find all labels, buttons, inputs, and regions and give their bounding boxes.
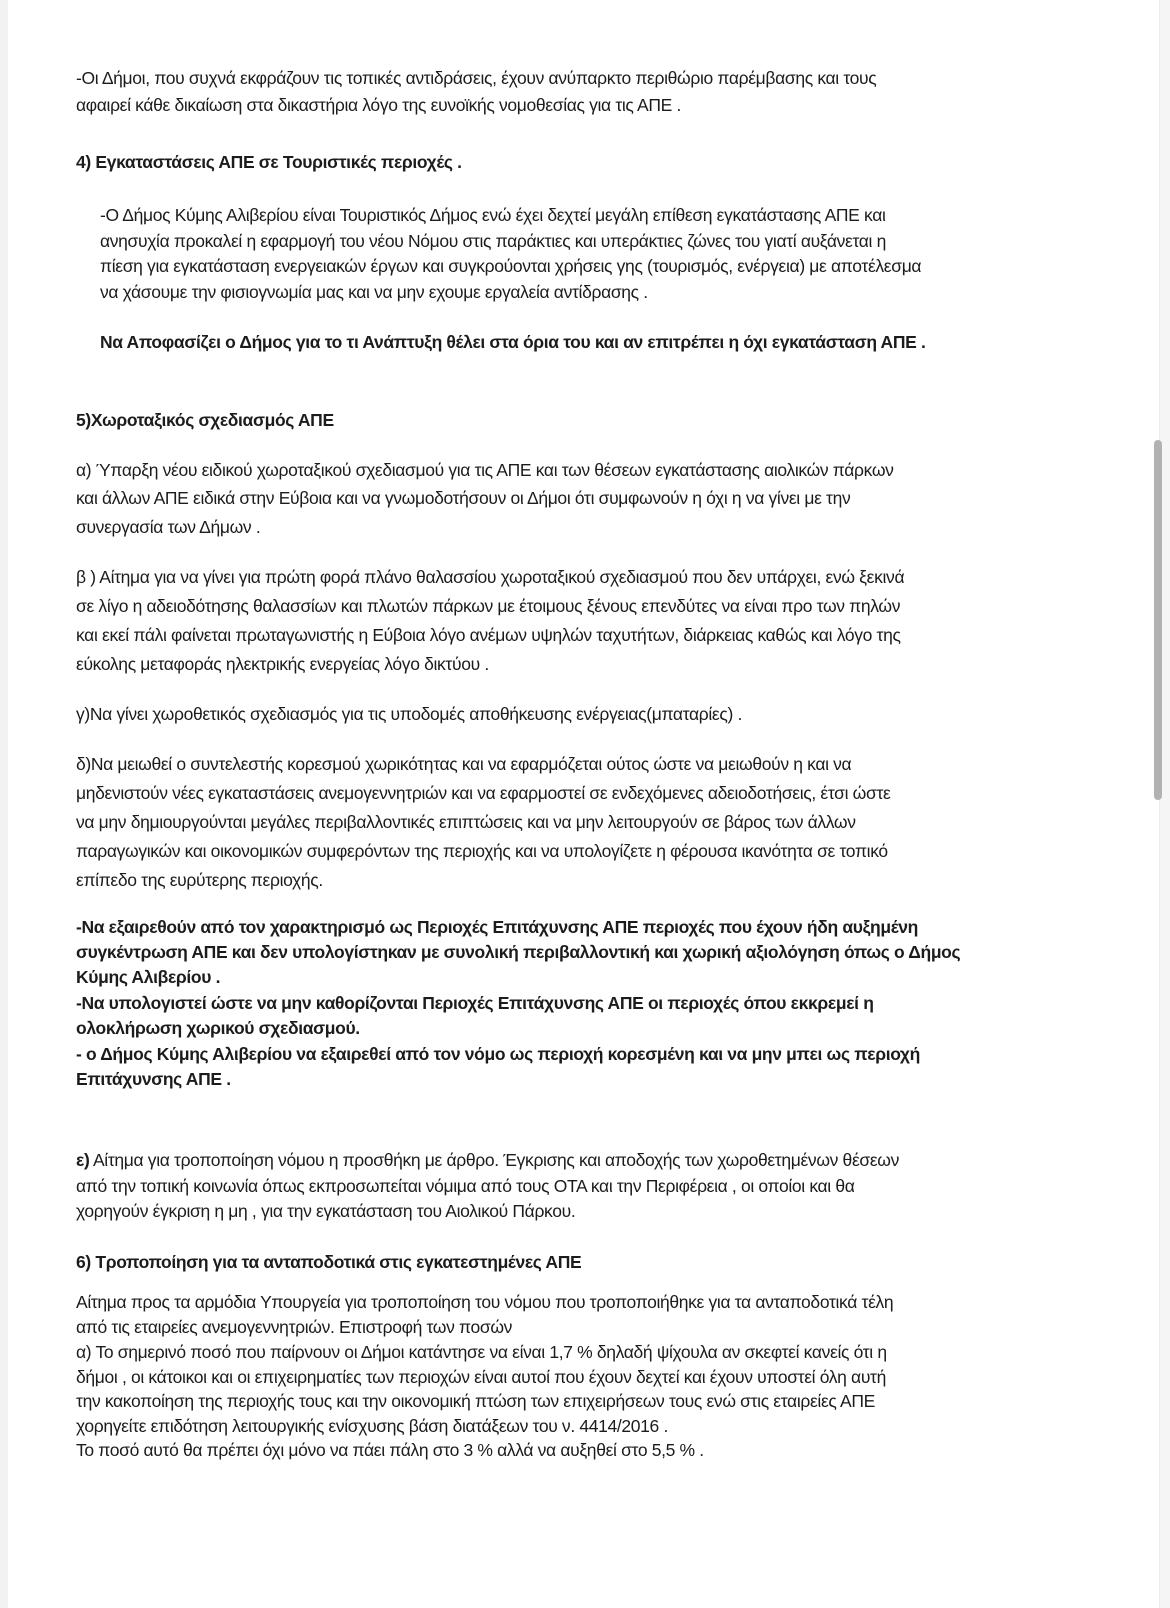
section-5-b-line: σε λίγο η αδειοδότησης θαλασσίων και πλωτών πάρκων με έτοιμους ξένους επενδύτες να είναι προ των πηλών: [76, 596, 901, 616]
section-6-line: δήμοι , οι κάτοικοι και οι επιχειρηματίες των περιοχών είναι αυτοί που έχουν δεχτεί και έχουν υποστεί όλη αυτή: [76, 1367, 886, 1387]
section-5-demand-line: Επιτάχυνσης ΑΠΕ .: [76, 1069, 231, 1089]
scrollbar-track[interactable]: [1159, 0, 1170, 1608]
section-5-demand-line: -Να υπολογιστεί ώστε να μην καθορίζονται Περιοχές Επιτάχυνσης ΑΠΕ οι περιοχές όπου εκκρεμεί η: [76, 993, 874, 1013]
section-5-d-line: επίπεδο της ευρύτερης περιοχής.: [76, 870, 323, 890]
intro-line: -Οι Δήμοι, που συχνά εκφράζουν τις τοπικές αντιδράσεις, έχουν ανύπαρκτο περιθώριο παρέμβασης και τους: [76, 68, 877, 88]
section-5-a-line: α) Ύπαρξη νέου ειδικού χωροταξικού σχεδιασμού για τις ΑΠΕ και των θέσεων εγκατάστασης αιολικών πάρκων: [76, 460, 894, 480]
section-6-line: από τις εταιρείες ανεμογεννητριών. Επιστροφή των ποσών: [76, 1317, 513, 1337]
section-5-e-line: από την τοπική κοινωνία όπως εκπροσωπείται νόμιμα από τους ΟΤΑ και την Περιφέρεια , οι οποίοι και θα: [76, 1176, 855, 1196]
section-4-paragraph-line: -Ο Δήμος Κύμης Αλιβερίου είναι Τουριστικός Δήμος ενώ έχει δεχτεί μεγάλη επίθεση εγκατάστασης ΑΠΕ και: [100, 205, 886, 225]
document-page: [8, 0, 1160, 1608]
section-6-line: α) Το σημερινό ποσό που παίρνουν οι Δήμοι κατάντησε να είναι 1,7 % δηλαδή ψίχουλα αν σκεφτεί κανείς ότι η: [76, 1342, 887, 1362]
section-5-c-line: γ)Να γίνει χωροθετικός σχεδιασμός για τις υποδομές αποθήκευσης ενέργειας(μπαταρίες) .: [76, 704, 742, 724]
section-6-heading: 6) Τροποποίηση για τα ανταποδοτικά στις εγκατεστημένες ΑΠΕ: [76, 1252, 582, 1272]
section-4-demand: Να Αποφασίζει ο Δήμος για το τι Ανάπτυξη θέλει στα όρια του και αν επιτρέπει η όχι εγκατάσταση ΑΠΕ .: [100, 332, 926, 352]
section-5-demand-line: συγκέντρωση ΑΠΕ και δεν υπολογίστηκαν με συνολική περιβαλλοντική και χωρική αξιολόγηση όπως ο Δήμος: [76, 942, 961, 962]
section-5-e-label: ε): [76, 1150, 90, 1170]
section-5-b-line: και εκεί πάλι φαίνεται πρωταγωνιστής η Εύβοια λόγο ανέμων υψηλών ταχυτήτων, διάρκειας καθώς και λόγο της: [76, 625, 901, 645]
section-5-heading: 5)Χωροταξικός σχεδιασμός ΑΠΕ: [76, 410, 334, 430]
section-4-paragraph-line: πίεση για εγκατάσταση ενεργειακών έργων και συγκρούονται χρήσεις γης (τουρισμός, ενέργεια) με αποτέλεσμα: [100, 256, 922, 276]
section-6-line: Το ποσό αυτό θα πρέπει όχι μόνο να πάει πάλη στο 3 % αλλά να αυξηθεί στο 5,5 % .: [76, 1440, 704, 1460]
section-5-b-line: β ) Αίτημα για να γίνει για πρώτη φορά πλάνο θαλασσίου χωροταξικού σχεδιασμού που δεν υπάρχει, ενώ ξεκινά: [76, 567, 905, 587]
section-5-demand-line: - ο Δήμος Κύμης Αλιβερίου να εξαιρεθεί από τον νόμο ως περιοχή κορεσμένη και να μην μπει ως περιοχή: [76, 1044, 920, 1064]
scrollbar-thumb[interactable]: [1154, 440, 1162, 800]
section-5-e-line: [76, 1150, 899, 1170]
section-5-d-line: παραγωγικών και οικονομικών συμφερόντων της περιοχής και να υπολογίζετε η φέρουσα ικανότητα σε τοπικό: [76, 841, 888, 861]
section-4-paragraph-line: ανησυχία προκαλεί η εφαρμογή του νέου Νόμου στις παράκτιες και υπεράκτιες ζώνες του γιατί αυξάνεται η: [100, 231, 886, 251]
section-5-demand-line: ολοκλήρωση χωρικού σχεδιασμού.: [76, 1018, 360, 1038]
intro-line: αφαιρεί κάθε δικαίωση στα δικαστήρια λόγο της ευνοϊκής νομοθεσίας για τις ΑΠΕ .: [76, 95, 682, 115]
section-5-e-line: χορηγούν έγκριση η μη , για την εγκατάσταση του Αιολικού Πάρκου.: [76, 1201, 576, 1221]
section-5-a-line: συνεργασία των Δήμων .: [76, 517, 261, 537]
section-5-b-line: εύκολης μεταφοράς ηλεκτρικής ενεργείας λόγο δικτύου .: [76, 654, 489, 674]
section-4-paragraph-line: να χάσουμε την φισιογνωμία μας και να μην εχουμε εργαλεία αντίδρασης .: [100, 282, 648, 302]
section-5-demand-line: -Να εξαιρεθούν από τον χαρακτηρισμό ως Περιοχές Επιτάχυνσης ΑΠΕ περιοχές που έχουν ήδη αυξημένη: [76, 917, 918, 937]
section-5-e-text: Αίτημα για τροποποίηση νόμου η προσθήκη με άρθρο. Έγκρισης και αποδοχής των χωροθετημένων θέσεων: [89, 1150, 900, 1170]
section-4-heading: 4) Εγκαταστάσεις ΑΠΕ σε Τουριστικές περιοχές .: [76, 152, 462, 172]
section-5-d-line: μηδενιστούν νέες εγκαταστάσεις ανεμογεννητριών και να εφαρμοστεί σε ενδεχόμενες αδειοδοτήσεις, έτσι ώστε: [76, 783, 891, 803]
section-5-d-line: δ)Να μειωθεί ο συντελεστής κορεσμού χωρικότητας και να εφαρμόζεται ούτος ώστε να μειωθούν η και να: [76, 754, 852, 774]
section-5-a-line: και άλλων ΑΠΕ ειδικά στην Εύβοια και να γνωμοδοτήσουν οι Δήμοι ότι συμφωνούν η όχι η να γίνει με την: [76, 488, 851, 508]
section-6-line: την κακοποίηση της περιοχής τους και την οικονομική πτώση των επιχειρήσεων τους ενώ στις εταιρείες ΑΠΕ: [76, 1391, 875, 1411]
section-5-demand-line: Κύμης Αλιβερίου .: [76, 967, 221, 987]
section-6-line: Αίτημα προς τα αρμόδια Υπουργεία για τροποποίηση του νόμου που τροποποιήθηκε για τα ανταποδοτικά τέλη: [76, 1292, 894, 1312]
section-5-d-line: να μην δημιουργούνται μεγάλες περιβαλλοντικές επιπτώσεις και να μην λειτουργούν σε βάρος των άλλων: [76, 812, 856, 832]
section-6-line: χορηγείτε επιδότηση λειτουργικής ενίσχυσης βάση διατάξεων του ν. 4414/2016 .: [76, 1416, 668, 1436]
